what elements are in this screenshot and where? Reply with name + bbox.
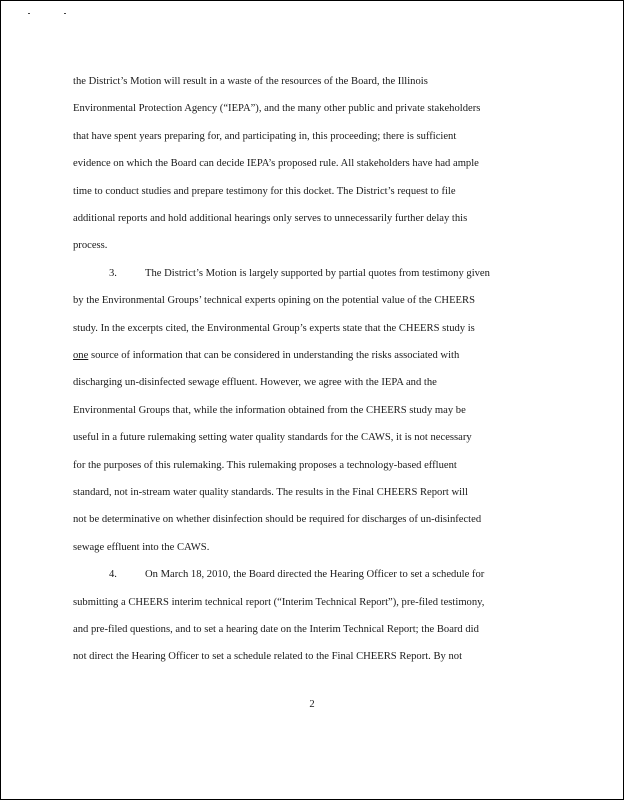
text-line: Environmental Protection Agency (“IEPA”), and the many other public and private stakeholders: [73, 103, 481, 115]
text-line: Environmental Groups that, while the information obtained from the CHEERS study may be: [73, 404, 466, 416]
text-line: submitting a CHEERS interim technical report (“Interim Technical Report”), pre-filed testimony,: [73, 596, 485, 608]
text-line: evidence on which the Board can decide IEPA’s proposed rule. All stakeholders have had ample: [73, 158, 479, 170]
text-line: and pre-filed questions, and to set a hearing date on the Interim Technical Report; the Board did: [73, 624, 479, 635]
text-line: not direct the Hearing Officer to set a schedule related to the Final CHEERS Report. By not: [73, 651, 463, 663]
text-line: by the Environmental Groups’ technical experts opining on the potential value of the CHEERS: [73, 295, 475, 307]
text-line: standard, not in-stream water quality standards. The results in the Final CHEERS Report will: [73, 487, 468, 498]
text-line: that have spent years preparing for, and participating in, this proceeding; there is sufficient: [73, 130, 457, 142]
text-line: not be determinative on whether disinfection should be required for discharges of un-disinfected: [73, 514, 482, 526]
underlined-word: one: [73, 350, 89, 361]
text-line: useful in a future rulemaking setting water quality standards for the CAWS, it is not necessary: [73, 432, 472, 444]
paragraph-first-line: On March 18, 2010, the Board directed the Hearing Officer to set a schedule for: [145, 569, 485, 581]
text-line: time to conduct studies and prepare testimony for this docket. The District’s request to file: [73, 185, 456, 197]
text-line: discharging un-disinfected sewage effluent. However, we agree with the IEPA and the: [73, 377, 437, 389]
text-line: the District’s Motion will result in a waste of the resources of the Board, the Illinois: [73, 76, 428, 87]
paragraph-number: 3.: [109, 267, 117, 279]
paragraph-first-line: The District’s Motion is largely supported by partial quotes from testimony given: [145, 267, 490, 279]
text-line: process.: [73, 240, 108, 252]
paragraph-number: 4.: [109, 569, 117, 581]
text-line: for the purposes of this rulemaking. This rulemaking proposes a technology-based effluent: [73, 459, 457, 471]
text-line: [73, 349, 459, 362]
scan-artifact: [64, 13, 66, 14]
scan-artifact: [28, 13, 30, 14]
text-line: sewage effluent into the CAWS.: [73, 541, 210, 553]
page-number: 2: [309, 699, 315, 710]
text-line: additional reports and hold additional hearings only serves to unnecessarily further delay this: [73, 213, 468, 224]
text-line: study. In the excerpts cited, the Environmental Group’s experts state that the CHEERS study is: [73, 322, 475, 334]
line-rest: source of information that can be considered in understanding the risks associated with: [88, 350, 460, 361]
